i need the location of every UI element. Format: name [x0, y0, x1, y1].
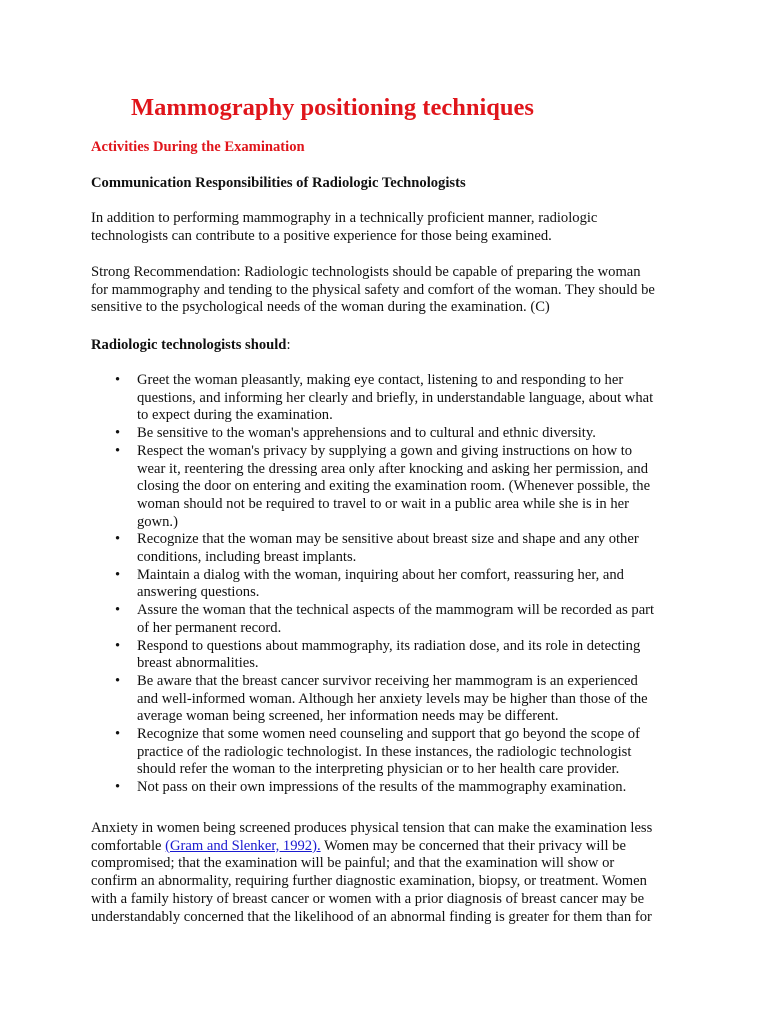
paragraph-line: of her permanent record.	[137, 619, 282, 636]
bullet-icon: •	[115, 726, 121, 743]
paragraph-line: breast abnormalities.	[137, 655, 259, 672]
text: Women may be concerned that their privacy will be	[320, 837, 626, 854]
bullet-icon: •	[115, 531, 121, 548]
bullet-icon: •	[115, 372, 121, 388]
paragraph-line: wear it, reentering the dressing area only after knocking and asking her permission, and	[137, 460, 649, 477]
paragraph-line: with a family history of breast cancer or women with a prior diagnosis of breast cancer may be	[91, 890, 645, 907]
bullet-icon: •	[115, 672, 121, 689]
list-intro	[91, 337, 691, 355]
list-item	[91, 638, 691, 673]
paragraph-line: Greet the woman pleasantly, making eye contact, listening to and responding to her	[137, 372, 624, 388]
paragraph-line: Anxiety in women being screened produces physical tension that can make the examination less	[91, 820, 653, 836]
paragraph-line: confirm an abnormality, requiring further diagnostic examination, biopsy, or treatment. Women	[91, 873, 647, 890]
list-item	[91, 425, 691, 443]
bullet-icon: •	[115, 602, 121, 619]
list-item	[91, 726, 691, 779]
list-item	[91, 779, 691, 797]
paragraph-line: closing the door on entering and exiting the examination room. (Whenever possible, the	[137, 478, 651, 495]
paragraph-line: Respect the woman's privacy by supplying a gown and giving instructions on how to	[137, 442, 633, 459]
recommendation-paragraph	[91, 264, 691, 317]
section-heading: Activities During the Examination	[91, 139, 305, 155]
list-item	[91, 443, 691, 532]
bullet-icon: •	[115, 566, 121, 583]
bullet-icon: •	[115, 425, 121, 442]
paragraph-line: Be aware that the breast cancer survivor receiving her mammogram is an experienced	[137, 672, 638, 689]
responsibilities-list	[91, 372, 691, 797]
paragraph-line: questions, and informing her clearly and briefly, in understandable language, about what	[137, 389, 654, 406]
paragraph-line: Assure the woman that the technical aspects of the mammogram will be recorded as part	[137, 602, 655, 619]
paragraph-line: should refer the woman to the interpreting physician or to her health care provider.	[137, 761, 620, 778]
list-item	[91, 673, 691, 726]
bullet-icon: •	[115, 442, 121, 459]
paragraph-line: technologists can contribute to a positive experience for those being examined.	[91, 227, 552, 244]
citation-link[interactable]: (Gram and Slenker, 1992).	[165, 837, 321, 854]
paragraph-line: woman should not be required to travel to or wait in a public area while she is in her	[137, 495, 629, 512]
paragraph-line: for mammography and tending to the physical safety and comfort of the woman. They should be	[91, 281, 655, 298]
page-title: Mammography positioning techniques	[131, 94, 534, 121]
paragraph-line	[91, 838, 691, 856]
paragraph-line: Maintain a dialog with the woman, inquiring about her comfort, reassuring her, and	[137, 566, 624, 583]
list-item	[91, 602, 691, 637]
list-intro-bold: Radiologic technologists should	[91, 337, 287, 353]
paragraph-line: Not pass on their own impressions of the results of the mammography examination.	[137, 779, 627, 796]
paragraph-line: and well-informed woman. Although her anxiety levels may be higher than those of the	[137, 690, 648, 707]
subheading: Communication Responsibilities of Radiologic Technologists	[91, 175, 466, 191]
paragraph-line: Recognize that some women need counseling and support that go beyond the scope of	[137, 726, 640, 743]
paragraph-line: gown.)	[137, 513, 178, 530]
paragraph-line: Recognize that the woman may be sensitive about breast size and shape and any other	[137, 531, 639, 548]
paragraph-line: compromised; that the examination will be painful; and that the examination will show or	[91, 855, 615, 872]
list-intro-colon: :	[286, 337, 291, 353]
anxiety-paragraph	[91, 820, 691, 926]
paragraph-rest	[91, 855, 691, 926]
paragraph-line: average woman being screened, her information needs may be different.	[137, 708, 559, 725]
paragraph-line: answering questions.	[137, 584, 260, 601]
paragraph-line: Respond to questions about mammography, its radiation dose, and its role in detecting	[137, 637, 641, 654]
paragraph-line: In addition to performing mammography in a technically proficient manner, radiologic	[91, 210, 598, 226]
list-item	[91, 567, 691, 602]
paragraph-line: sensitive to the psychological needs of the woman during the examination. (C)	[91, 299, 550, 316]
intro-paragraph	[91, 210, 691, 245]
bullet-icon: •	[115, 637, 121, 654]
list-item	[91, 372, 691, 425]
paragraph-line: practice of the radiologic technologist. In these instances, the radiologic technologist	[137, 743, 632, 760]
paragraph-line: understandably concerned that the likelihood of an abnormal finding is greater for them than for	[91, 908, 652, 925]
paragraph-line: Be sensitive to the woman's apprehensions and to cultural and ethnic diversity.	[137, 425, 596, 442]
paragraph-line: conditions, including breast implants.	[137, 549, 357, 566]
paragraph-line: Strong Recommendation: Radiologic technologists should be capable of preparing the woman	[91, 264, 641, 280]
text: comfortable	[91, 837, 166, 854]
list-item	[91, 531, 691, 566]
paragraph-line: to expect during the examination.	[137, 407, 333, 424]
bullet-icon: •	[115, 779, 121, 796]
